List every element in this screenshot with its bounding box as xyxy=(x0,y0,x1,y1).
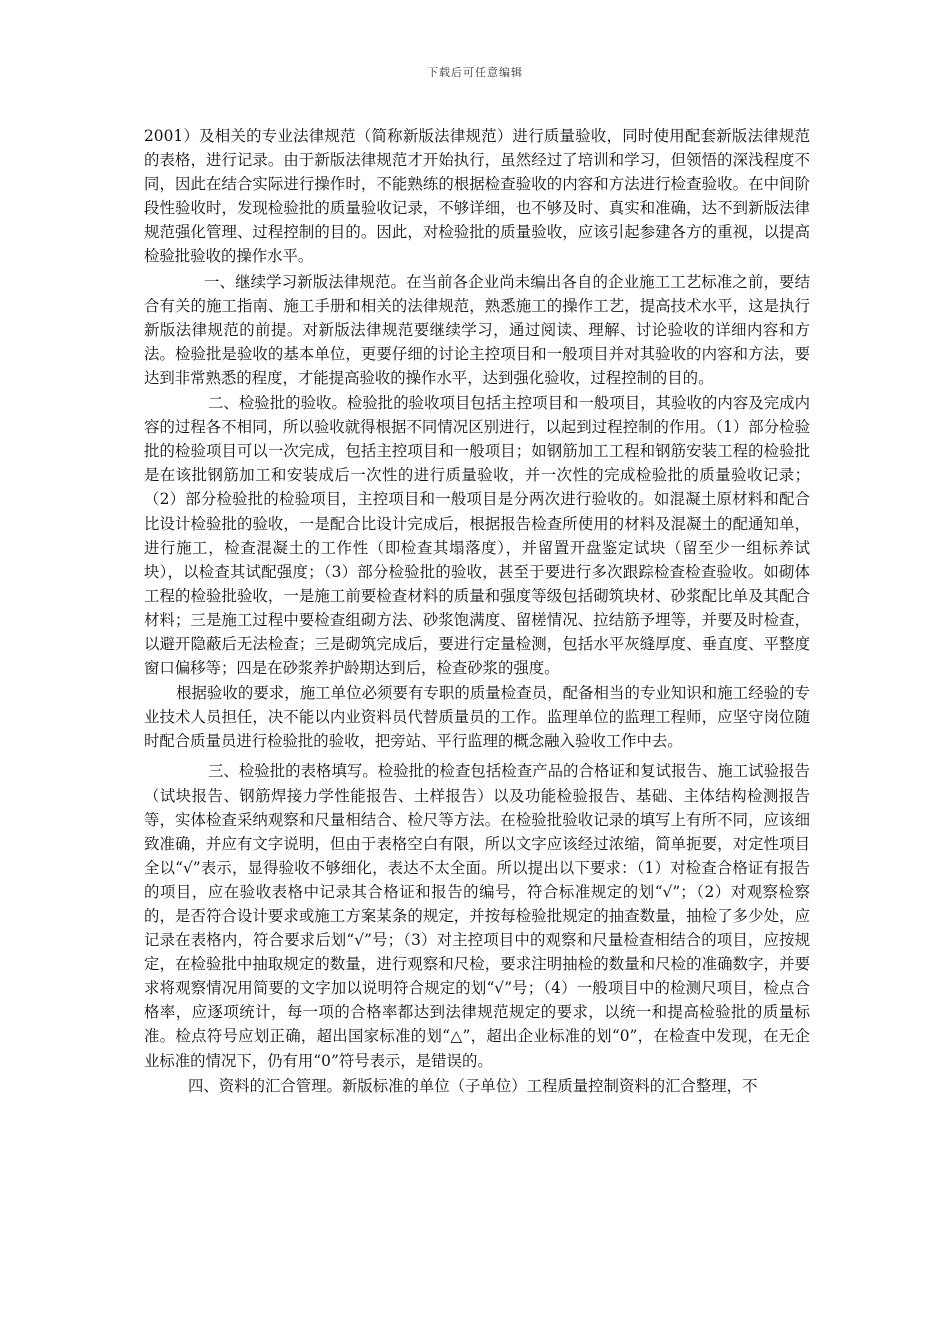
page-header-note: 下载后可任意编辑 xyxy=(427,66,523,79)
paragraph-intro: 2001）及相关的专业法律规范（简称新版法律规范）进行质量验收，同时使用配套新版法律规范的表格，进行记录。由于新版法律规范才开始执行，虽然经过了培训和学习，但领悟的深浅程度不同，因此在结合实际进行操作时，不能熟练的根据检查验收的内容和方法进行检查验收。在中间阶段性验收时，发现检验批的质量验收记录，不够详细，也不够及时、真实和准确，达不到新版法律规范强化管理、过程控制的目的。因此，对检验批的质量验收，应该引起参建各方的重视，以提高检验批验收的操作水平。 xyxy=(144,127,810,266)
paragraph-section-two: 二、检验批的验收。检验批的验收项目包括主控项目和一般项目，其验收的内容及完成内容的过程各不相同，所以验收就得根据不同情况区别进行，以起到过程控制的作用。（1）部分检验批的检验项目可以一次完成，包括主控项目和一般项目；如钢筋加工工程和钢筋安装工程的检验批是在该批钢筋加工和安装成后一次性的进行质量验收，并一次性的完成检验批的质量验收记录；（2）部分检验批的检验项目，主控项目和一般项目是分两次进行验收的。如混凝土原材料和配合比设计检验批的验收，一是配合比设计完成后，根据报告检查所使用的材料及混凝土的配通知单，进行施工，检查混凝土的工作性（即检查其塌落度），并留置开盘鉴定试块（留至少一组标养试块），以检查其试配强度；（3）部分检验批的验收，甚至于要进行多次跟踪检查检查验收。如砌体工程的检验批验收，一是施工前要检查材料的质量和强度等级包括砌筑块材、砂浆配比单及其配合材料；三是施工过程中要检查组砌方法、砂浆饱满度、留槎情况、拉结筋予埋等，并要及时检查，以避开隐蔽后无法检查；三是砌筑完成后，要进行定量检测，包括水平灰缝厚度、垂直度、平整度窗口偏移等；四是在砂浆养护龄期达到后，检查砂浆的强度。 xyxy=(144,394,810,678)
paragraph-acceptance-requirements: 根据验收的要求，施工单位必须要有专职的质量检查员，配备相当的专业知识和施工经验的专业技术人员担任，决不能以内业资料员代替质量员的工作。监理单位的监理工程师，应坚守岗位随时配合质量员进行检验批的验收，把旁站、平行监理的概念融入验收工作中去。 xyxy=(144,684,810,751)
paragraph-section-three: 三、检验批的表格填写。检验批的检查包括检查产品的合格证和复试报告、施工试验报告（试块报告、钢筋焊接力学性能报告、土样报告）以及功能检验报告、基础、主体结构检测报告等，实体检查采纳观察和尺量相结合、检尺等方法。在检验批验收记录的填写上有所不同，应该细致准确，并应有文字说明，但由于表格空白有限，所以文字应该经过浓缩，简单扼要，对定性项目全以“√”表示，显得验收不够细化，表达不太全面。所以提出以下要求：（1）对检查合格证有报告的项目，应在验收表格中记录其合格证和报告的编号，符合标准规定的划“√”；（2）对观察检察的，是否符合设计要求或施工方案某条的规定，并按每检验批规定的抽查数量，抽检了多少处，应记录在表格内，符合要求后划“√”号；（3）对主控项目中的观察和尺量检查相结合的项目，应按规定，在检验批中抽取规定的数量，进行观察和尺检，要求注明抽检的数量和尺检的准确数字，并要求将观察情况用简要的文字加以说明符合规定的划“√”号；（4）一般项目中的检测尺项目，检点合格率，应逐项统计，每一项的合格率都达到法律规范规定的要求，以统一和提高检验批的质量标准。检点符号应划正确，超出国家标准的划“△”，超出企业标准的划“0”，在检查中发现，在无企业标准的情况下，仍有用“0”符号表示，是错误的。 xyxy=(144,762,810,1070)
paragraph-section-one: 一、继续学习新版法律规范。在当前各企业尚未编出各自的企业施工工艺标准之前，要结合有关的施工指南、施工手册和相关的法律规范，熟悉施工的操作工艺，提高技术水平，这是执行新版法律规范的前提。对新版法律规范要继续学习，通过阅读、理解、讨论验收的详细内容和方法。检验批是验收的基本单位，更要仔细的讨论主控项目和一般项目并对其验收的内容和方法，要达到非常熟悉的程度，才能提高验收的操作水平，达到强化验收，过程控制的目的。 xyxy=(144,272,810,387)
document-body xyxy=(144,124,810,1098)
paragraph-section-four: 四、资料的汇合管理。新版标准的单位（子单位）工程质量控制资料的汇合整理，不 xyxy=(188,1076,758,1095)
